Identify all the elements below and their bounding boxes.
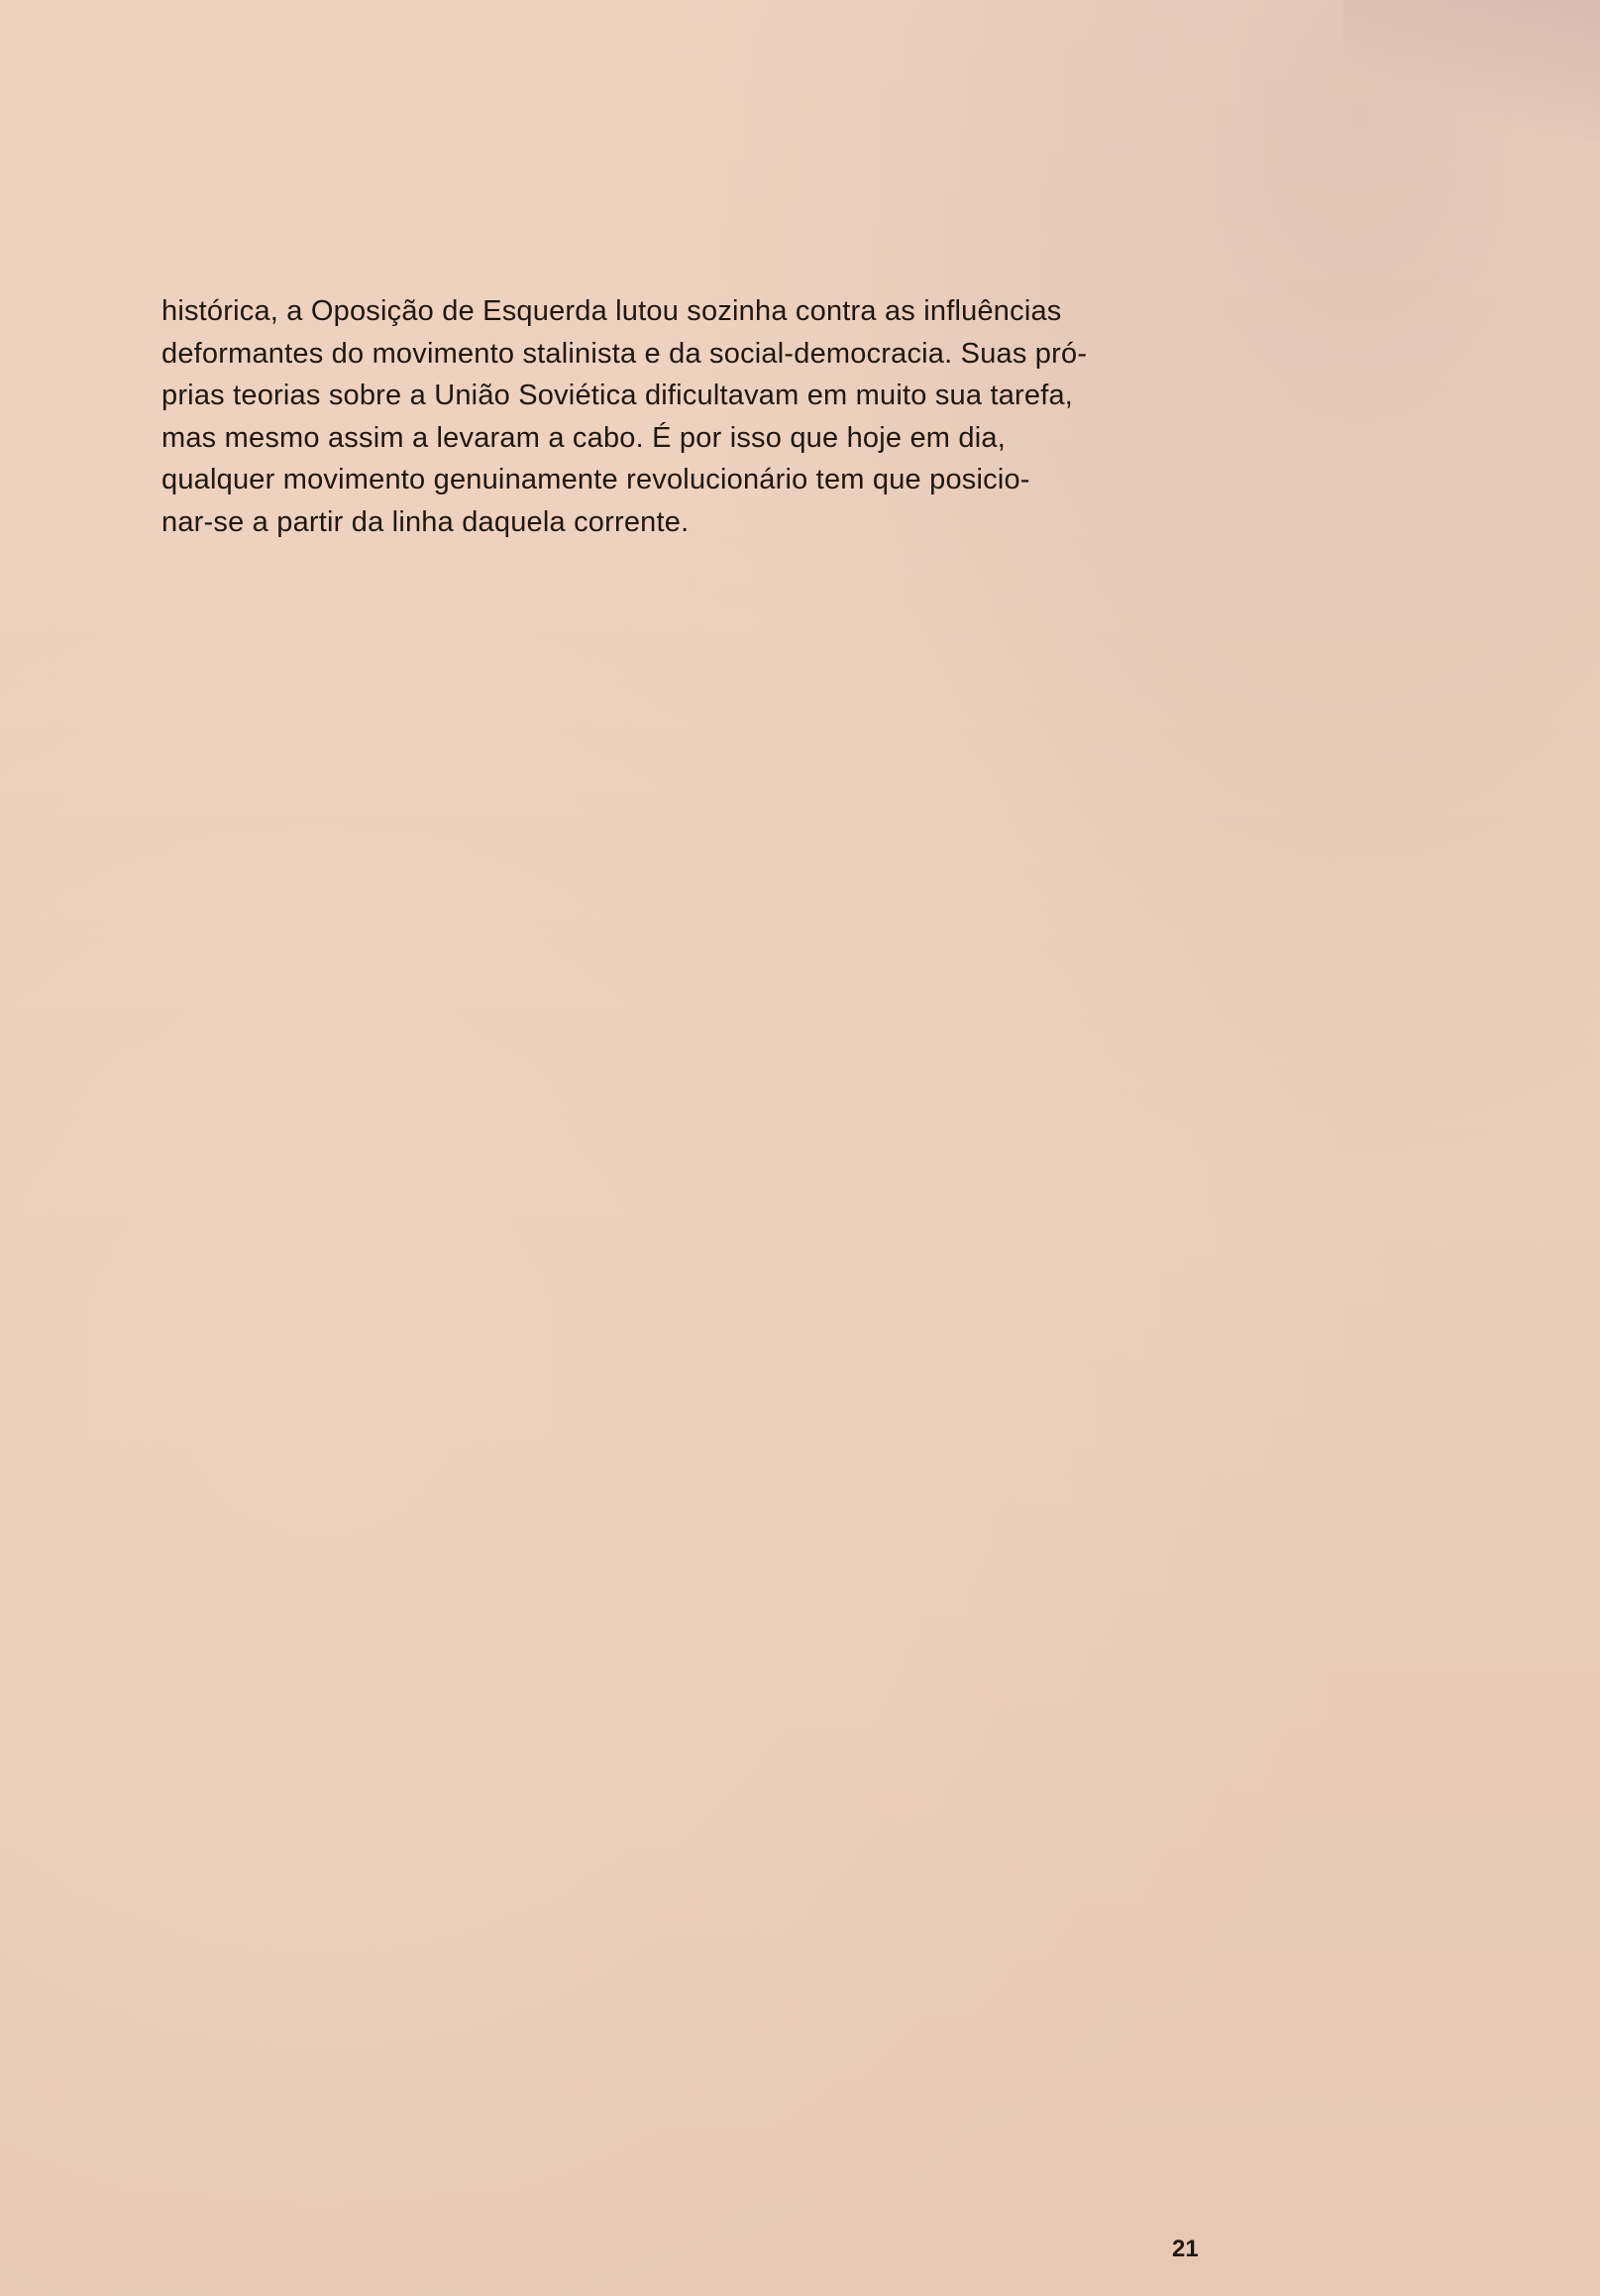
text-line: histórica, a Oposição de Esquerda lutou sozinha contra as influências	[161, 295, 1062, 327]
text-line: mas mesmo assim a levaram a cabo. É por isso que hoje em dia,	[161, 421, 1006, 454]
text-line: nar-se a partir da linha daquela corrente.	[161, 505, 690, 538]
paper-fold-shading	[1342, 0, 1600, 139]
body-paragraph	[161, 290, 1231, 543]
text-line: qualquer movimento genuinamente revolucionário tem que posicio-	[161, 464, 1030, 495]
page-number: 21	[1172, 2236, 1199, 2262]
text-line: prias teorias sobre a União Soviética dificultavam em muito sua tarefa,	[161, 380, 1074, 411]
text-line: deformantes do movimento stalinista e da social-democracia. Suas pró-	[161, 337, 1088, 370]
